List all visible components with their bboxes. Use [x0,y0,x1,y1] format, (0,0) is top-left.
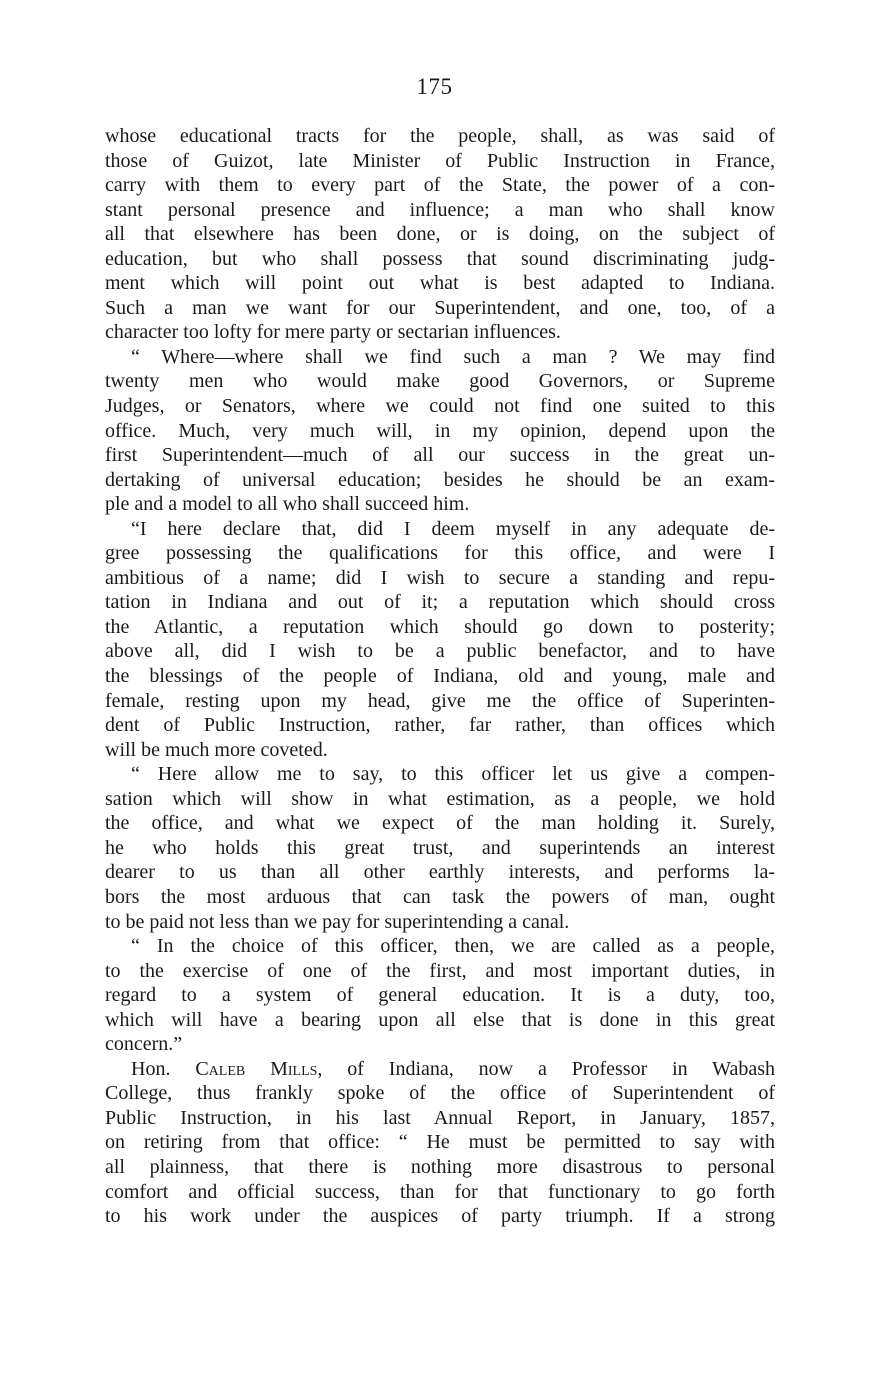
page-body-text [105,124,775,1229]
author-name: Caleb Mills [195,1057,318,1080]
text-line: “I here declare that, did I deem myself in any adequate de- [131,517,775,540]
text-line: ple and a model to all who shall succeed him. [105,493,470,516]
text-line: on retiring from that office: “ He must be permitted to say with [105,1131,775,1154]
text-line: concern.” [105,1033,183,1056]
text-line: the Atlantic, a reputation which should go down to posterity; [105,615,775,638]
text-line: bors the most arduous that can task the powers of man, ought [105,885,775,908]
text-line: above all, did I wish to be a public benefactor, and to have [105,640,775,663]
text-line: College, thus frankly spoke of the office of Superintendent of [105,1082,775,1105]
text-line: will be much more coveted. [105,738,328,761]
text-line [105,1057,775,1082]
text-line: female, resting upon my head, give me the office of Superinten- [105,689,775,712]
text-line: comfort and official success, than for that functionary to go forth [105,1180,775,1203]
text-line: the office, and what we expect of the man holding it. Surely, [105,812,775,835]
text-line: to the exercise of one of the first, and most important duties, in [105,959,775,982]
text-line: first Superintendent—much of all our success in the great un- [105,444,775,467]
text-line: Judges, or Senators, where we could not find one suited to this [105,395,775,418]
text-line: tation in Indiana and out of it; a reputation which should cross [105,591,775,614]
text-line: regard to a system of general education. It is a duty, too, [105,984,775,1007]
text-line: twenty men who would make good Governors, or Supreme [105,370,775,393]
text-line: “ Where—where shall we find such a man ? We may find [131,345,775,368]
text-line: dent of Public Instruction, rather, far rather, than offices which [105,714,775,737]
text-line: the blessings of the people of Indiana, old and young, male and [105,665,775,688]
text-line: dertaking of universal education; besides he should be an exam- [105,468,775,491]
text-segment: , of Indiana, now a Professor in Wabash [317,1057,775,1080]
text-line: gree possessing the qualifications for this office, and were I [105,542,775,565]
text-line: office. Much, very much will, in my opinion, depend upon the [105,419,775,442]
text-line: to be paid not less than we pay for superintending a canal. [105,910,570,933]
text-line: “ In the choice of this officer, then, we are called as a people, [131,935,775,958]
text-line: Such a man we want for our Superintendent, and one, too, of a [105,296,775,319]
text-line: those of Guizot, late Minister of Public Instruction in France, [105,149,775,172]
text-line: whose educational tracts for the people, shall, as was said of [105,125,775,147]
text-line: to his work under the auspices of party triumph. If a strong [105,1205,775,1228]
text-line: sation which will show in what estimation, as a people, we hold [105,787,775,810]
text-line: education, but who shall possess that sound discriminating judg- [105,247,775,270]
text-line: “ Here allow me to say, to this officer let us give a compen- [131,763,775,786]
text-line: all plainness, that there is nothing more disastrous to personal [105,1155,775,1178]
text-line: all that elsewhere has been done, or is doing, on the subject of [105,223,775,246]
text-line: carry with them to every part of the State, the power of a con- [105,174,775,197]
text-line: ment which will point out what is best adapted to Indiana. [105,272,775,295]
text-line: dearer to us than all other earthly interests, and performs la- [105,861,775,884]
text-line: stant personal presence and influence; a man who shall know [105,198,775,221]
text-line: Public Instruction, in his last Annual Report, in January, 1857, [105,1106,775,1129]
text-segment: Hon. [131,1057,196,1080]
text-line: which will have a bearing upon all else that is done in this great [105,1008,775,1031]
text-line: he who holds this great trust, and superintends an interest [105,836,775,859]
page-number: 175 [416,74,453,99]
text-line: character too lofty for mere party or sectarian influences. [105,321,561,344]
text-line: ambitious of a name; did I wish to secure a standing and repu- [105,566,775,589]
